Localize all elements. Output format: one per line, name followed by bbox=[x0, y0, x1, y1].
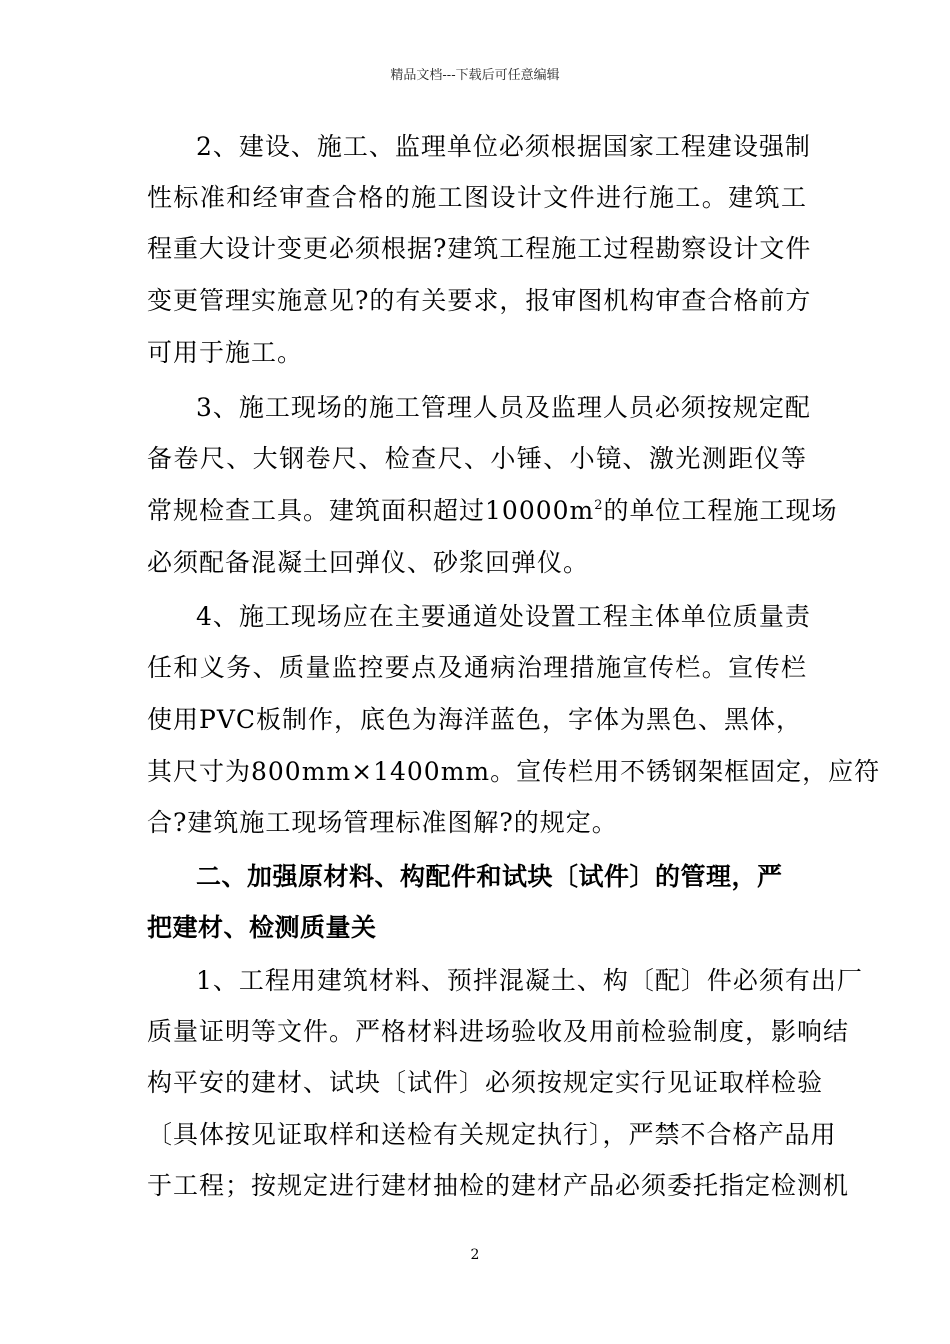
p2-line-5: 可用于施工。 bbox=[147, 338, 304, 367]
p4-line-3: 使用PVC板制作，底色为海洋蓝色，字体为黑色、黑体， bbox=[147, 705, 803, 734]
p4-line-4: 其尺寸为800mm×1400mm。宣传栏用不锈钢架框固定，应符 bbox=[147, 757, 881, 786]
p3-line-3 bbox=[147, 491, 838, 527]
p5-line-5: 于工程；按规定进行建材抽检的建材产品必须委托指定检测机 bbox=[147, 1171, 850, 1200]
section-heading-line-1: 二、加强原材料、构配件和试块〔试件〕的管理，严 bbox=[196, 862, 783, 891]
p3-line-4: 必须配备混凝土回弹仪、砂浆回弹仪。 bbox=[147, 548, 590, 577]
p3-line-3-pre: 常规检查工具。建筑面积超过 bbox=[147, 496, 486, 525]
p4-line-2: 任和义务、质量监控要点及通病治理措施宣传栏。宣传栏 bbox=[147, 653, 807, 682]
p5-line-3: 构平安的建材、试块〔试件〕必须按规定实行见证取样检验 bbox=[147, 1068, 824, 1097]
area-value: 10000m bbox=[485, 496, 595, 525]
page-number: 2 bbox=[470, 1247, 480, 1263]
p5-line-2: 质量证明等文件。严格材料进场验收及用前检验制度，影响结 bbox=[147, 1017, 850, 1046]
p2-line-2: 性标准和经审查合格的施工图设计文件进行施工。建筑工 bbox=[147, 183, 807, 212]
p5-line-1: 1、工程用建筑材料、预拌混凝土、构〔配〕件必须有出厂 bbox=[196, 966, 863, 995]
p3-line-2: 备卷尺、大钢卷尺、检查尺、小锤、小镜、激光测距仪等 bbox=[147, 444, 807, 473]
page-header: 精品文档---下载后可任意编辑 bbox=[390, 68, 560, 83]
area-unit-exponent: 2 bbox=[594, 498, 604, 513]
p4-line-5: 合?建筑施工现场管理标准图解?的规定。 bbox=[147, 808, 618, 837]
p3-line-3-post: 的单位工程施工现场 bbox=[603, 496, 838, 525]
p4-line-1: 4、施工现场应在主要通道处设置工程主体单位质量责 bbox=[196, 602, 811, 631]
p2-line-3: 程重大设计变更必须根据?建筑工程施工过程勘察设计文件 bbox=[147, 234, 812, 263]
p3-line-1: 3、施工现场的施工管理人员及监理人员必须按规定配 bbox=[196, 393, 811, 422]
p2-line-4: 变更管理实施意见?的有关要求，报审图机构审查合格前方 bbox=[147, 286, 812, 315]
p2-line-1: 2、建设、施工、监理单位必须根据国家工程建设强制 bbox=[196, 132, 811, 161]
p5-line-4: 〔具体按见证取样和送检有关规定执行〕，严禁不合格产品用 bbox=[147, 1120, 837, 1149]
section-heading-line-2: 把建材、检测质量关 bbox=[147, 913, 377, 942]
